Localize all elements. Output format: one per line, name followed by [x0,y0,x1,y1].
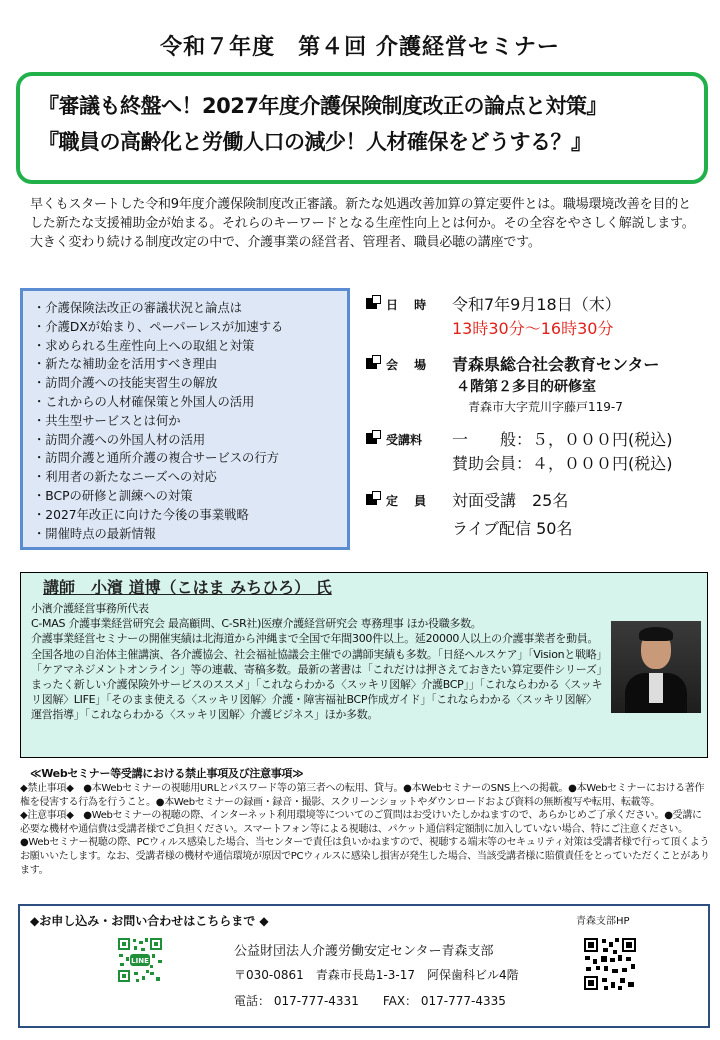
hp-qr-code [582,936,638,992]
lecturer-bio-line: 介護事業経営セミナーの開催実績は北海道から沖縄まで全国で年間300件以上。延20000人以上の介護事業者を動員。全国各地の自治体主催講演、各介護協会、社会福祉協議会主催での講師実績も多数。「日経ヘルスケア」「Visionと戦略」「ケアマネジメントオンライン」等の連載、寄稿多数。最新の著書は「これだけは押さえておきたい算定要件シリーズ」まったく新しい介護保険外サービスのススメ」「これならわかる〈スッキリ図解〉介護BCP」」「これならわかる〈スッキリ図解〉LIFE」「そのまま使える〈スッキリ図解〉介護・障害福祉BCP作成ガイド」「これならわかる〈スッキリ図解〉運営指導」「これならわかる〈スッキリ図解〉介護ビジネス」ほか多数。 [31,632,603,722]
fee-member: 賛助会員：４，０００円(税込) [452,454,673,473]
date-value: 令和7年9月18日（木） [452,295,621,314]
bullet-square-icon [366,355,381,370]
headline-1: 『審議も終盤へ！2027年度介護保険制度改正の論点と対策』 [38,94,607,118]
topic-item: ・介護DXが始まり、ペーパーレスが加速する [33,319,284,334]
topic-item: ・利用者の新たなニーズへの対応 [33,470,217,485]
capacity-live: ライブ配信 50名 [452,519,573,538]
topic-item: ・求められる生産性向上への取組と対策 [33,338,255,353]
venue-label: 会 場 [386,358,433,372]
topics-list [20,288,350,550]
bullet-square-icon [366,491,381,506]
topic-item: ・訪問介護への技能実習生の解放 [33,376,218,391]
lecturer-section [20,572,708,758]
capacity-label: 定 員 [386,494,433,508]
line-label: LINE [131,957,149,965]
lecturer-photo [611,621,701,713]
organization-name: 公益財団法人介護労働安定センター青森支部 [234,944,494,959]
topic-item: ・BCPの研修と訓練への対策 [33,488,193,503]
organization-address: 〒030-0861 青森市長島1-3-17 阿保歯科ビル4階 [234,968,519,982]
caution-text: ◆注意事項◆ ●Webセミナーの視聴の際、インターネット利用環境等についてのご質問はお受けいたしかねますので、あらかじめご了承ください。●受講に必要な機材や通信費は受講者様でご負担ください。スマートフォン等による視聴は、パケット通信料定額制に加入していない場合、特にご注意ください。●Webセミナー視聴の際、PCウィルス感染した場合、当センターで責任は負いかねますので、視聴する端末等のセキュリティ対策は受講者様で行って頂くようお願いいたします。なお、受講者様の機材や通信環境が原因でPCウィルスに感染し損害が発生した場合、当該受講者様に賠償責任をとっていただくことがあります。 [20,810,710,876]
hp-qr-icon[interactable] [582,936,638,992]
topic-item: ・2027年改正に向けた今後の事業戦略 [33,507,249,522]
lecturer-bio [31,601,606,723]
topic-item: ・共生型サービスとは何か [33,413,181,428]
headline-box [16,72,708,184]
contact-section [18,904,710,1028]
phone-fax: 電話： 017-777-4331 FAX： 017-777-4335 [234,994,506,1008]
lecturer-affiliation: 小濱介護経営事務所代表 [31,602,149,615]
fee-general: 一 般：５，０００円(税込) [452,430,673,449]
venue-address: 青森市大字荒川字藤戸119-7 [468,400,623,414]
topic-item: ・介護保険法改正の審議状況と論点は [33,301,243,315]
contact-heading: ◆お申し込み・お問い合わせはこちらまで ◆ [30,914,269,928]
line-qr-icon[interactable] [116,936,164,984]
headline-2: 『職員の高齢化と労働人口の減少！人材確保をどうする？』 [38,130,592,154]
capacity-inperson: 対面受講 25名 [452,491,569,510]
intro-text: 早くもスタートした令和9年度介護保険制度改正審議。新たな処遇改善加算の算定要件とは。職場環境改善を目的とした新たな支援補助金が始まる。それらのキーワードとなる生産性向上とは何か。その全容をやさしく解説します。大きく変わり続ける制度改定の中で、介護事業の経営者、管理者、職員必聴の講座です。 [30,197,695,250]
date-label: 日 時 [386,298,433,312]
bullet-square-icon [366,430,381,445]
venue-name: 青森県総合社会教育センター [452,355,660,374]
bullet-square-icon [366,295,381,310]
fee-label: 受講料 [386,433,423,447]
topic-item: ・開催時点の最新情報 [33,526,156,541]
lecturer-bio-line: C-MAS 介護事業経営研究会 最高顧問、C-SR社)医療介護経営研究会 専務理事 ほか役職多数。 [31,617,482,631]
topic-item: ・訪問介護への外国人材の活用 [33,432,206,447]
time-value: 13時30分～16時30分 [452,319,614,338]
lecturer-name: 講師 小濱 道博（こはま みちひろ） 氏 [43,578,332,597]
seminar-title: 令和７年度 第４回 介護経営セミナー [160,35,560,60]
topic-item: ・これからの人材確保策と外国人の活用 [33,394,255,409]
topic-item: ・訪問介護と通所介護の複合サービスの行方 [33,451,279,466]
venue-room: ４階第２多目的研修室 [456,379,596,395]
hp-label: 青森支部HP [576,916,630,927]
notices-section [20,766,710,877]
line-qr-code [116,936,164,984]
notices-heading: ≪Webセミナー等受講における禁止事項及び注意事項≫ [30,767,304,780]
topic-item: ・新たな補助金を活用すべき理由 [33,357,218,372]
prohibited-text: ◆禁止事項◆ ●本Webセミナーの視聴用URLとパスワード等の第三者への転用、貸与。●本WebセミナーのSNS上への掲載。●本Webセミナーにおける著作権を侵害する行為を行うこと。●本Webセミナーの録画・録音・撮影、スクリーンショットやダウンロードおよび資料の無断複写や転用、転載等。 [20,783,705,808]
